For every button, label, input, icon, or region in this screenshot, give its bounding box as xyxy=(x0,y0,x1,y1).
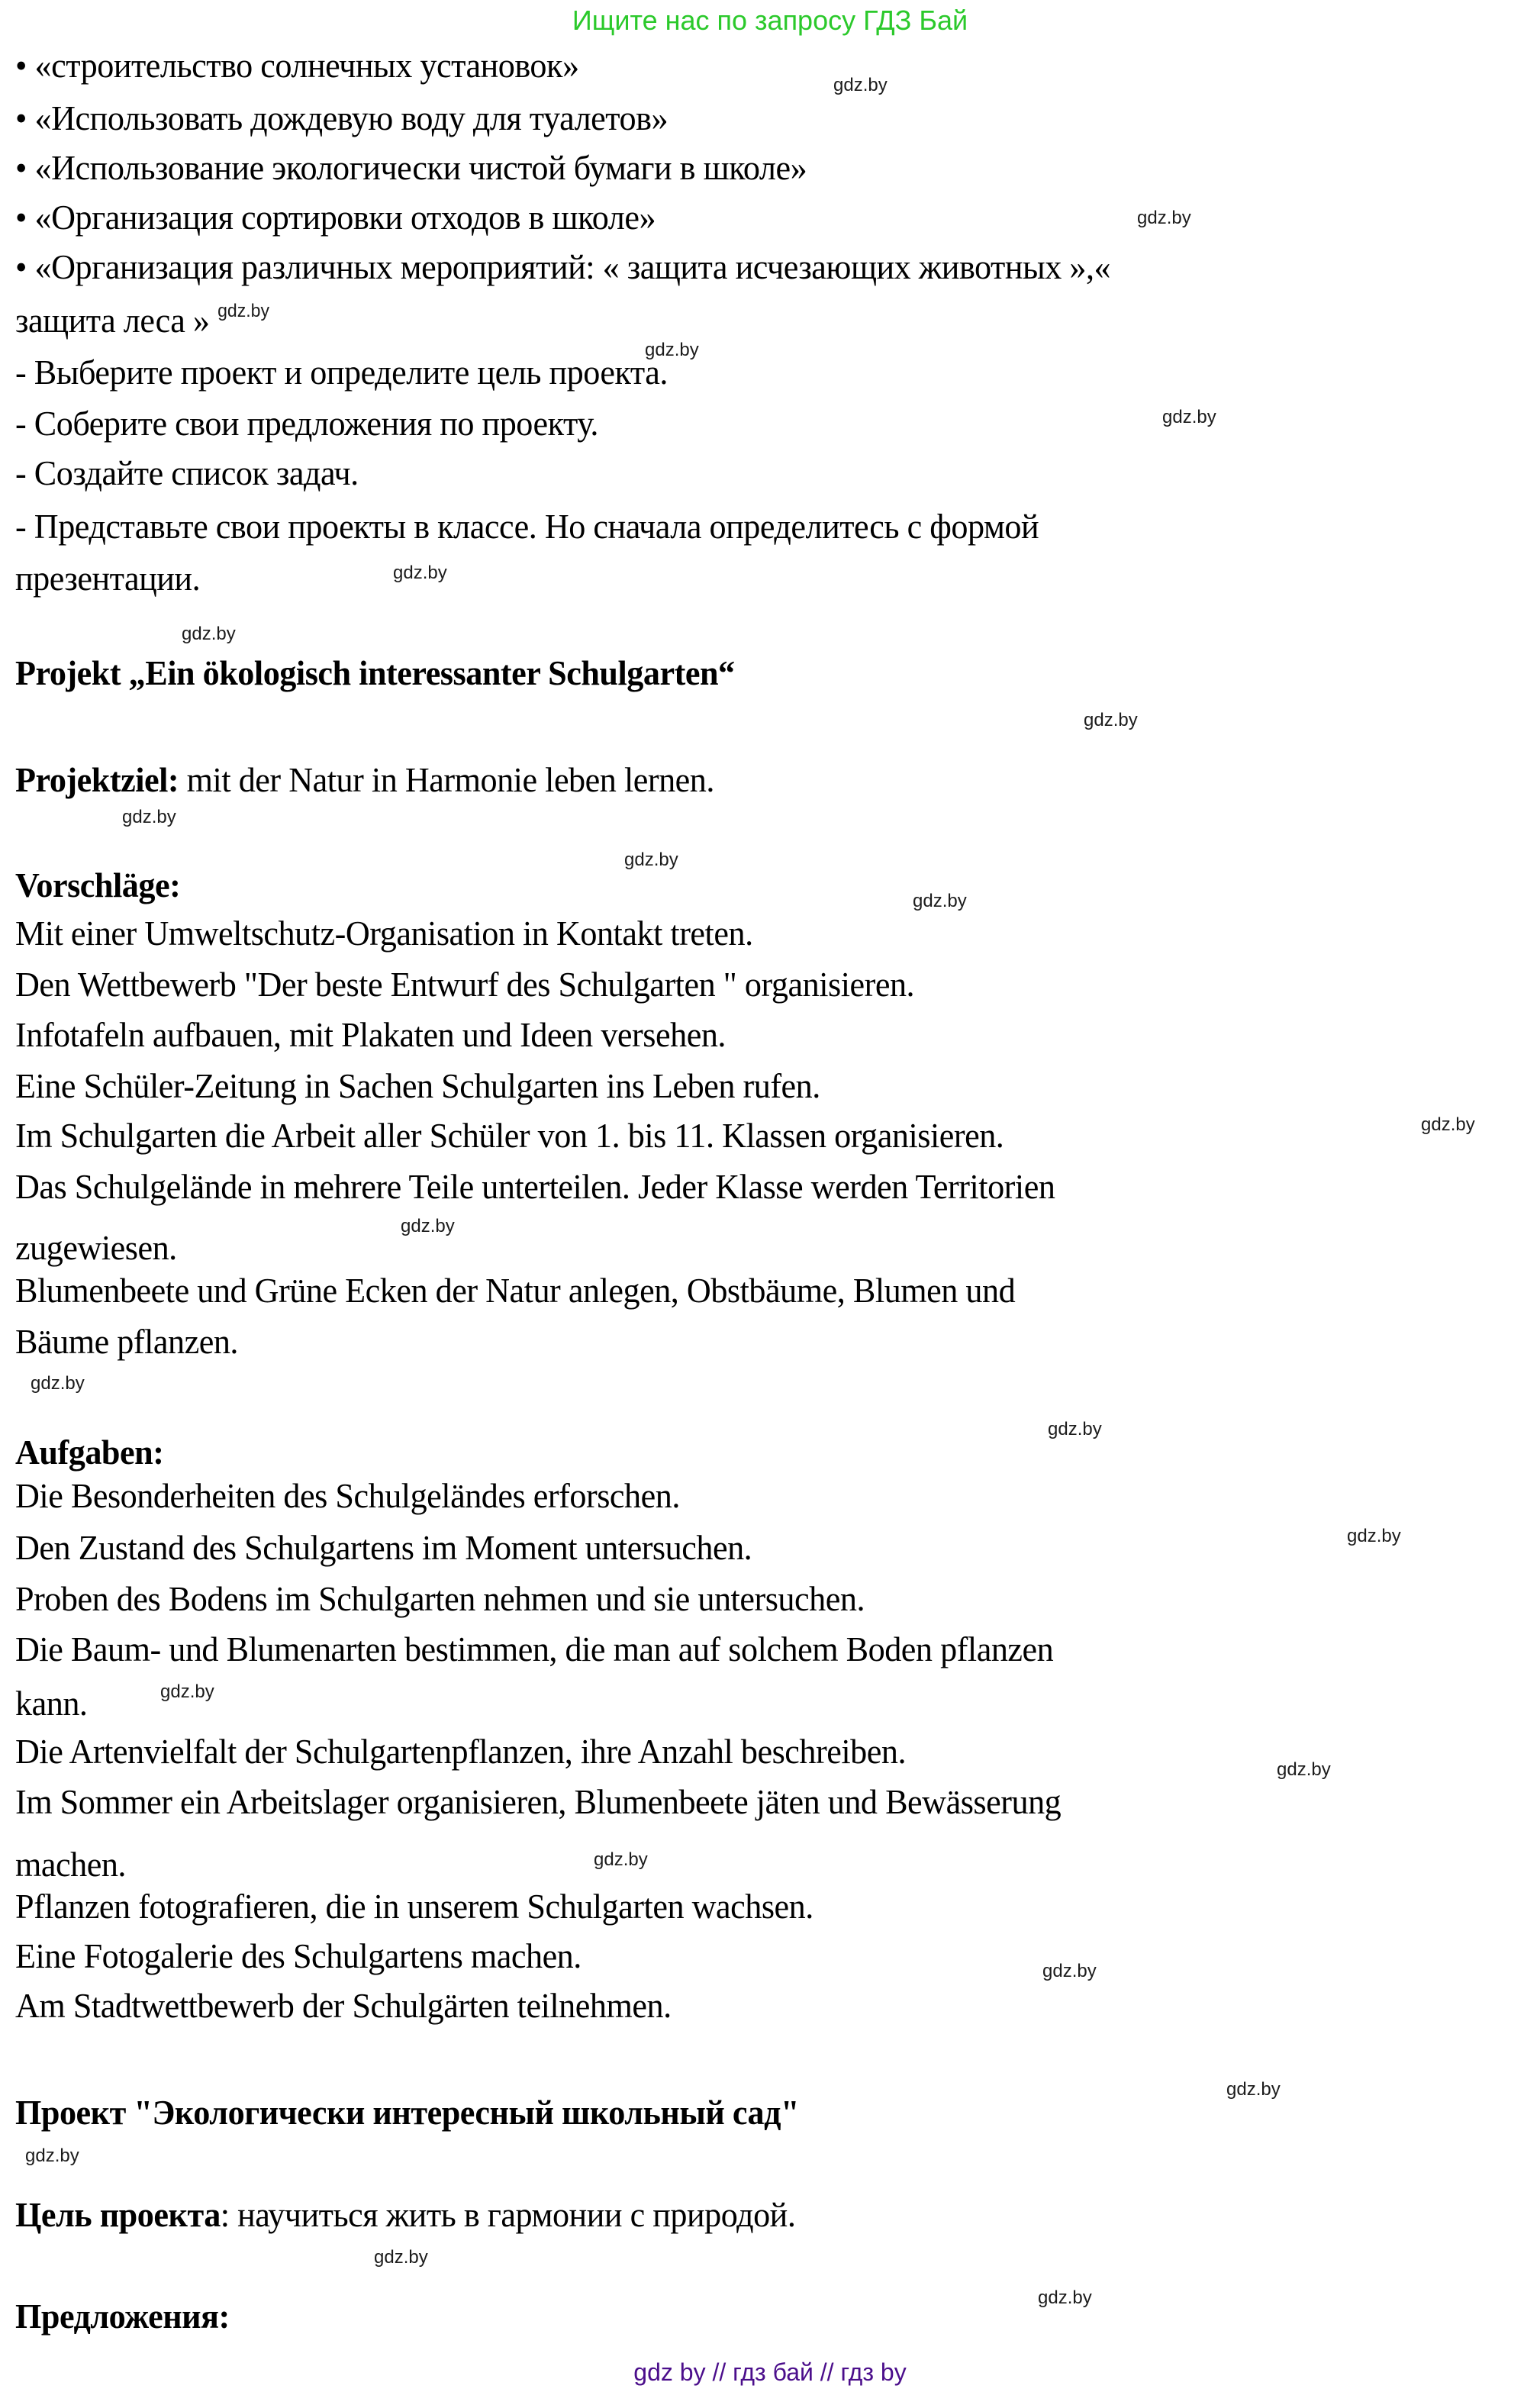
watermark: gdz.by xyxy=(913,891,967,911)
suggestion-line: Blumenbeete und Grüne Ecken der Natur anlegen, Obstbäume, Blumen und xyxy=(15,1271,1016,1310)
suggestion-line: Den Wettbewerb "Der beste Entwurf des Schulgarten " organisieren. xyxy=(15,965,915,1004)
suggestion-line: zugewiesen. xyxy=(15,1228,177,1267)
watermark: gdz.by xyxy=(1084,710,1138,730)
goal-text: : научиться жить в гармонии с природой. xyxy=(220,2195,796,2234)
task-line: Den Zustand des Schulgartens im Moment untersuchen. xyxy=(15,1528,752,1567)
tasks-heading: Aufgaben: xyxy=(15,1433,164,1472)
watermark: gdz.by xyxy=(1162,407,1216,427)
suggestion-line: Infotafeln aufbauen, mit Plakaten und Ideen versehen. xyxy=(15,1015,726,1054)
watermark: gdz.by xyxy=(122,807,176,827)
watermark: gdz.by xyxy=(645,340,699,360)
watermark: gdz.by xyxy=(1048,1419,1102,1439)
watermark: gdz.by xyxy=(594,1849,648,1870)
watermark: gdz.by xyxy=(1277,1759,1331,1780)
suggestion-line: Bäume pflanzen. xyxy=(15,1322,238,1361)
suggestions-heading: Vorschläge: xyxy=(15,866,181,904)
watermark: gdz.by xyxy=(1042,1961,1097,1981)
suggestion-line: Mit einer Umweltschutz-Organisation in Kontakt treten. xyxy=(15,914,753,953)
footer-links[interactable]: gdz by // гдз бай // гдз by xyxy=(633,2358,907,2386)
watermark: gdz.by xyxy=(25,2145,79,2166)
watermark: gdz.by xyxy=(1347,1526,1401,1546)
russian-suggestions-heading: Предложения: xyxy=(15,2297,230,2336)
watermark: gdz.by xyxy=(833,75,888,95)
german-project-goal xyxy=(15,759,714,801)
goal-label: Цель проекта xyxy=(15,2195,221,2234)
instruction-line: - Соберите свои предложения по проекту. xyxy=(15,404,598,443)
watermark: gdz.by xyxy=(217,301,269,321)
watermark: gdz.by xyxy=(1038,2287,1092,2308)
task-line: Im Sommer ein Arbeitslager organisieren, Blumenbeete jäten und Bewässerung xyxy=(15,1782,1062,1821)
watermark: gdz.by xyxy=(31,1373,85,1394)
task-line: Pflanzen fotografieren, die in unserem Schulgarten wachsen. xyxy=(15,1887,813,1926)
russian-project-goal xyxy=(15,2194,795,2236)
watermark: gdz.by xyxy=(393,563,447,583)
promo-banner: Ищите нас по запросу ГДЗ Бай xyxy=(572,5,968,36)
suggestion-line: Das Schulgelände in mehrere Teile unterteilen. Jeder Klasse werden Territorien xyxy=(15,1167,1055,1206)
watermark: gdz.by xyxy=(160,1681,214,1702)
bullet-line: • «Использование экологически чистой бумаги в школе» xyxy=(15,148,807,187)
instruction-line: презентации. xyxy=(15,559,201,598)
goal-text: mit der Natur in Harmonie leben lernen. xyxy=(179,760,714,799)
task-line: Am Stadtwettbewerb der Schulgärten teilnehmen. xyxy=(15,1986,672,2025)
german-project-title: Projekt „Ein ökologisch interessanter Schulgarten“ xyxy=(15,653,735,692)
watermark: gdz.by xyxy=(182,624,236,644)
suggestion-line: Im Schulgarten die Arbeit aller Schüler von 1. bis 11. Klassen organisieren. xyxy=(15,1116,1004,1155)
instruction-line: - Выберите проект и определите цель проекта. xyxy=(15,353,668,392)
watermark: gdz.by xyxy=(1137,208,1191,228)
task-line: Die Artenvielfalt der Schulgartenpflanzen, ihre Anzahl beschreiben. xyxy=(15,1732,907,1771)
task-line: Die Baum- und Blumenarten bestimmen, die man auf solchem Boden pflanzen xyxy=(15,1630,1054,1668)
instruction-line: - Представьте свои проекты в классе. Но сначала определитесь с формой xyxy=(15,507,1039,546)
task-line: kann. xyxy=(15,1684,88,1723)
watermark: gdz.by xyxy=(374,2247,428,2268)
goal-label: Projektziel: xyxy=(15,760,179,799)
task-line: Eine Fotogalerie des Schulgartens machen. xyxy=(15,1936,582,1975)
task-line: Proben des Bodens im Schulgarten nehmen und sie untersuchen. xyxy=(15,1579,865,1618)
task-line: machen. xyxy=(15,1845,126,1884)
instruction-line: - Создайте список задач. xyxy=(15,453,359,492)
watermark: gdz.by xyxy=(1421,1114,1475,1135)
bullet-line-text: защита леса » xyxy=(15,301,210,340)
russian-project-title: Проект "Экологически интересный школьный сад" xyxy=(15,2093,800,2132)
task-line: Die Besonderheiten des Schulgeländes erforschen. xyxy=(15,1476,680,1515)
watermark: gdz.by xyxy=(1226,2079,1281,2100)
bullet-line xyxy=(15,299,269,341)
bullet-line: • «Организация различных мероприятий: « защита исчезающих животных »,« xyxy=(15,247,1111,286)
bullet-line: • «строительство солнечных установок» xyxy=(15,46,579,85)
watermark: gdz.by xyxy=(624,849,678,870)
bullet-line: • «Использовать дождевую воду для туалетов» xyxy=(15,98,669,137)
suggestion-line: Eine Schüler-Zeitung in Sachen Schulgarten ins Leben rufen. xyxy=(15,1066,820,1105)
bullet-line: • «Организация сортировки отходов в школе» xyxy=(15,198,656,237)
watermark: gdz.by xyxy=(401,1216,455,1236)
